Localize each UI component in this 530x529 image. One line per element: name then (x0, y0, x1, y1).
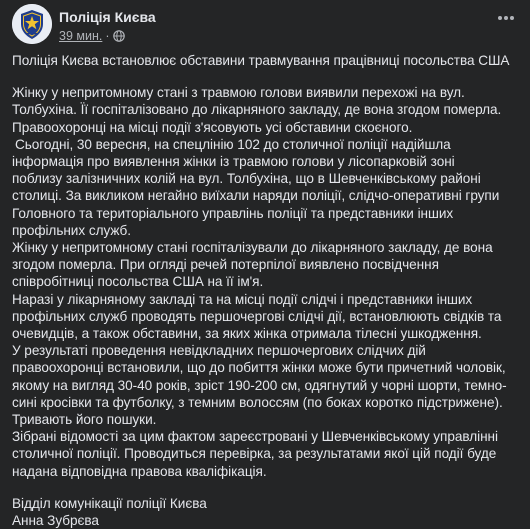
post-signature: Відділ комунікації поліції Києва Анна Зубрєва (12, 495, 207, 529)
meta-separator: · (105, 29, 110, 43)
post-paragraph: Жінку у непритомному стані з травмою голови виявили перехожі на вул. Толбухіна. Її госпіталізовано до лікарняного закладу, де вона згодом померла. Правоохоронці на місці події з'ясовують усі обставини скоєного. (12, 85, 502, 135)
post-headline: Поліція Києва встановлює обставини травмування працівниці посольства США (12, 53, 510, 68)
post-timestamp[interactable]: 39 мин. (59, 29, 103, 43)
page-name-link[interactable]: Поліція Києва (59, 9, 156, 25)
page-avatar[interactable] (12, 4, 52, 44)
post-paragraph: Зібрані відомості за цим фактом зареєстровані у Шевченківському управлінні столичної поліції. Проводиться перевірка, за результатами якої цій події буде надана відповідна правова кваліфікація. (12, 429, 498, 479)
post-paragraph: Сьогодні, 30 вересня, на спецлінію 102 до столичної поліції надійшла інформація про виявлення жінки із травмою голови у лісопарковій зоні поблизу залізничних колій на вул. Толбухіна, що в Шевченківському районі столиці. За викликом негайно виїхали наряди поліції, слідчо-оперативні групи Головного та територіального управлінь поліції та представники інших профільних служб. (12, 136, 500, 238)
post-paragraph: Жінку у непритомному стані госпіталізували до лікарняного закладу, де вона згодом померла. При огляді речей потерпілої виявлено посвідчення співробітниці посольства США на її ім'я. (12, 240, 493, 290)
globe-icon[interactable] (113, 30, 125, 46)
more-options-icon (496, 8, 516, 28)
post-header (12, 4, 518, 48)
post-paragraph: У результаті проведення невідкладних першочергових слідчих дій правоохоронці встановили, що до побиття жінки може бути причетний чоловік, якому на вигляд 30-40 років, зріст 190-200 см, одягнутий у чорні шорти, темно- сині кросівки та футболку, з темним волоссям (по боках коротко підстрижене). Тривають його пошуки. (12, 343, 507, 428)
post-text (12, 52, 518, 529)
more-options-button[interactable] (494, 8, 518, 28)
police-badge-icon (12, 4, 52, 44)
post-meta (59, 28, 125, 46)
post-paragraph: Наразі у лікарняному закладі та на місці події слідчі і представники інших профільних служб проводять першочергові слідчі дії, встановлюють свідків та очевидців, а також обставини, за яких жінка отримала тілесні ушкодження. (12, 291, 502, 342)
